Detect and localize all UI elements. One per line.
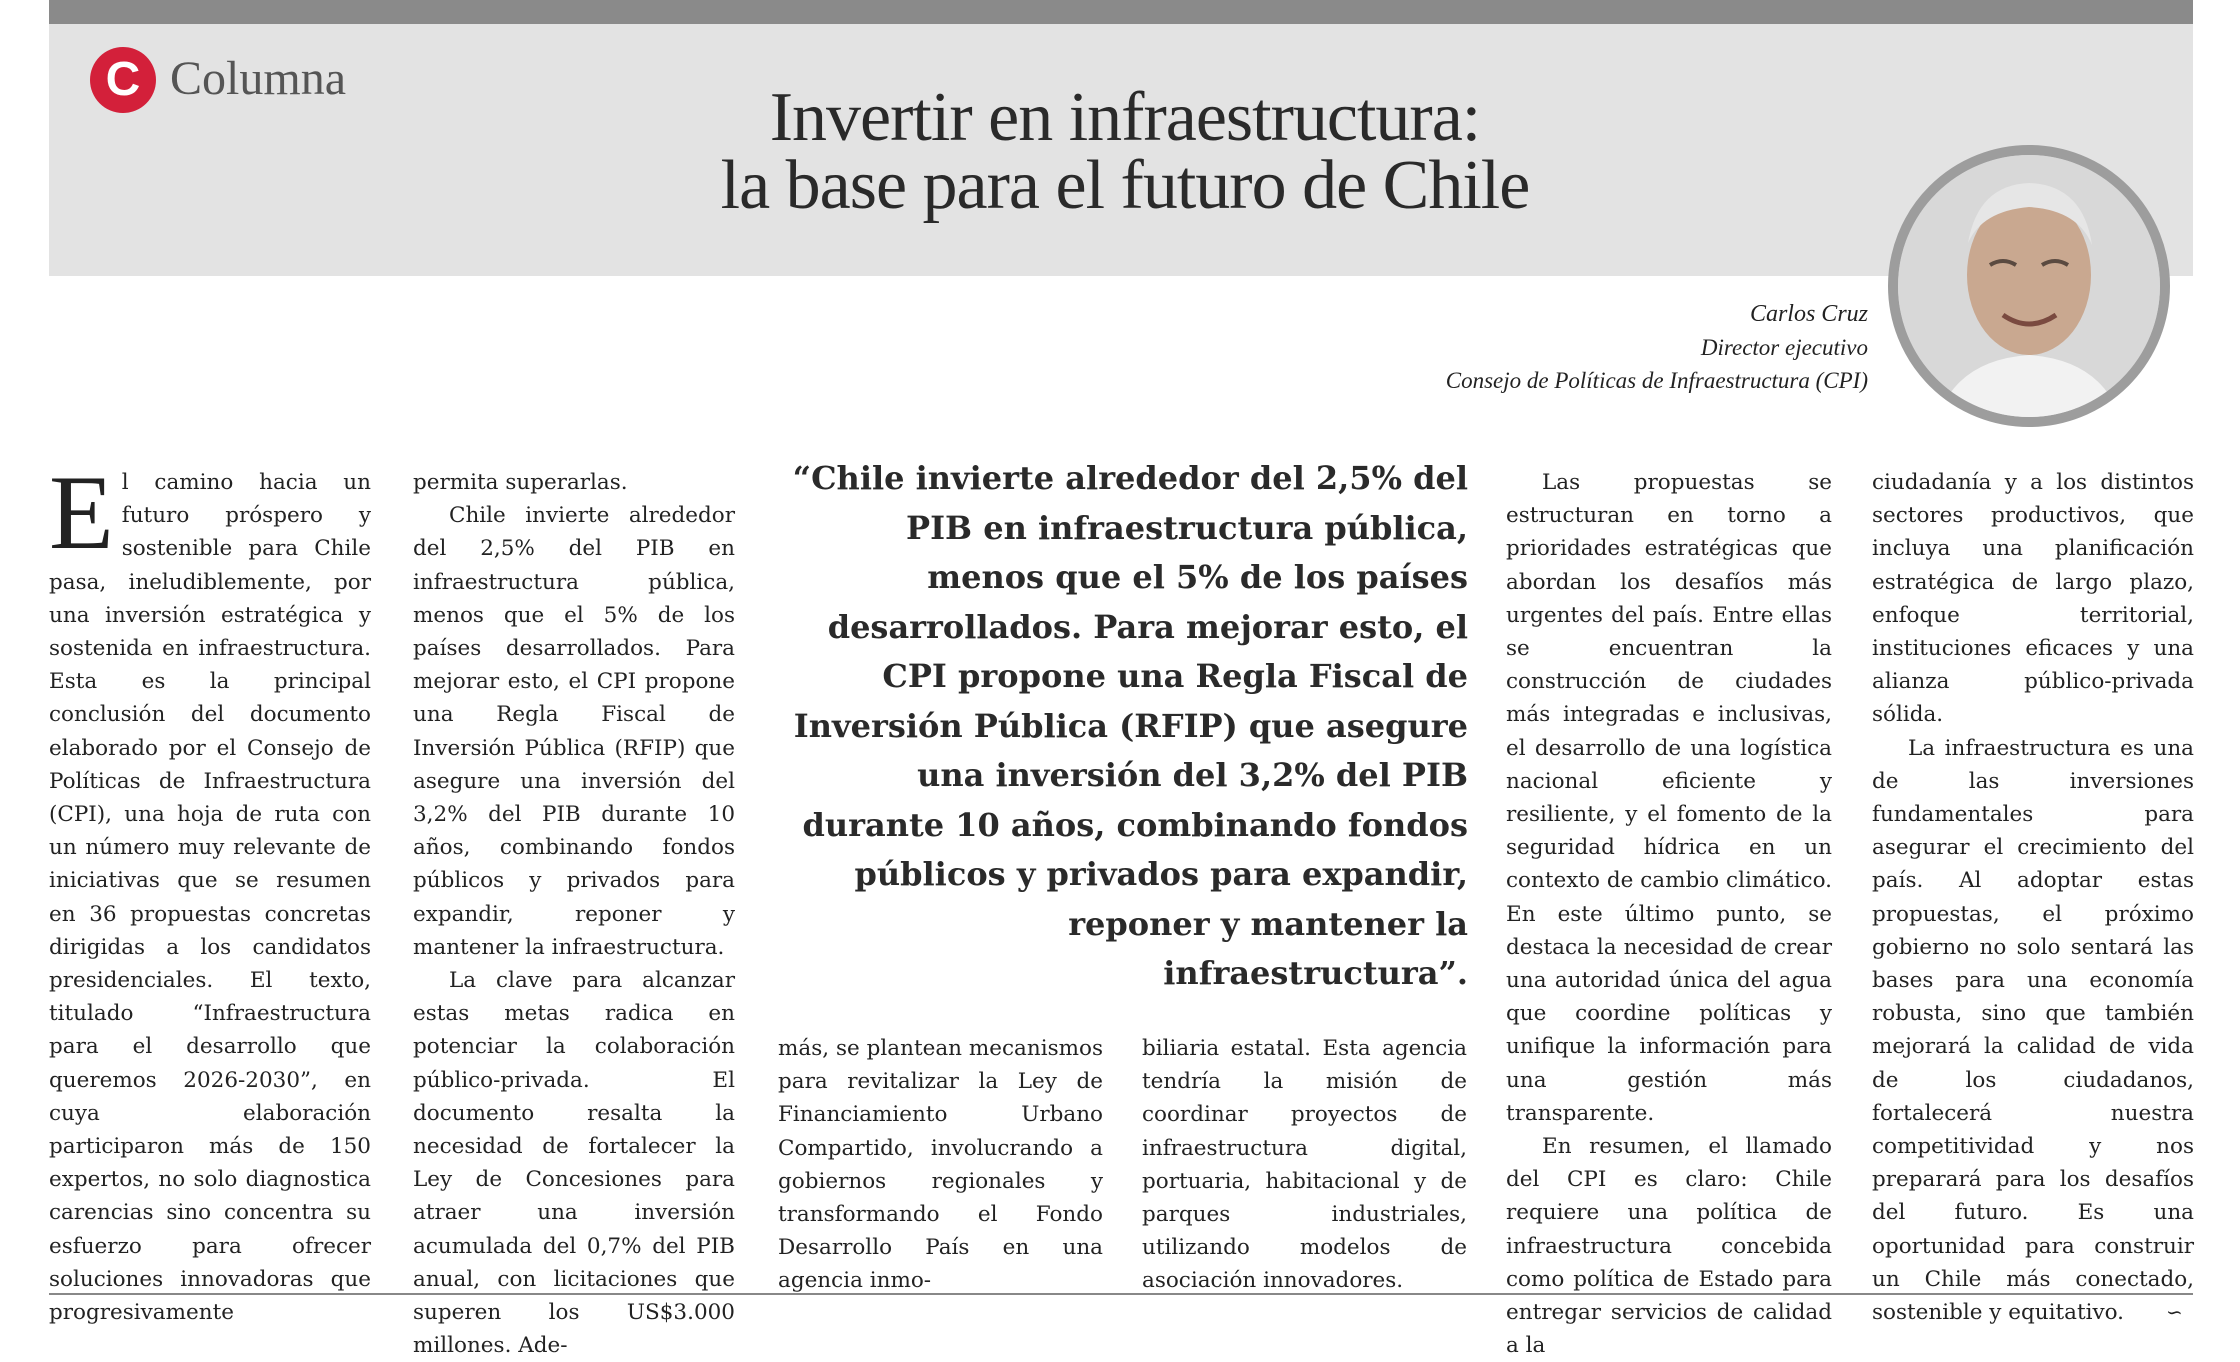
article-paragraph: permita superarlas. bbox=[413, 470, 628, 495]
article-paragraph bbox=[49, 454, 371, 1329]
column-1-text: l camino hacia un futuro próspero y sostenible para Chile pasa, ineludiblemente, por una inversión estratégica y sostenida en infraestructura. Esta es la principal conclusión del documento elaborado por el Consejo de Políticas de Infraestructura (CPI), una hoja de ruta con un número muy relevante de iniciativas que se resumen en 36 propuestas concretas dirigidas a los candidatos presidenciales. El texto, titulado “Infraestructura para el desarrollo que queremos 2026-2030”, en cuya elaboración participaron más de 150 expertos, no solo diagnostica carencias sino concentra su esfuerzo para ofrecer soluciones innovadoras que progresivamente bbox=[49, 470, 371, 1326]
article-paragraph: En resumen, el llamado del CPI es claro: Chile requiere una política de infraestructura concebida como política de Estado para entregar servicios de calidad a la bbox=[1506, 1134, 1832, 1359]
author-photo-icon bbox=[1898, 155, 2160, 417]
article-paragraph: ciudadanía y a los distintos sectores productivos, que incluya una planificación estratégica de largo plazo, enfoque territorial, instituciones eficaces y una alianza público-privada sólida. bbox=[1872, 470, 2194, 728]
article-column-1 bbox=[49, 454, 371, 1329]
article-column-2 bbox=[413, 466, 735, 1362]
author-portrait bbox=[1888, 145, 2170, 427]
headline-line-2: la base para el futuro de Chile bbox=[720, 147, 1530, 224]
author-role: Director ejecutivo bbox=[1700, 335, 1868, 360]
headline bbox=[560, 79, 1690, 224]
end-mark-icon: ∽ bbox=[2166, 1300, 2183, 1325]
article-paragraph: Las propuestas se estructuran en torno a prioridades estratégicas que abordan los desafíos más urgentes del país. Entre ellas se encuentran la construcción de ciudades más integradas e inclusivas, el desarrollo de una logística nacional eficiente y resiliente, y el fomento de la seguridad hídrica en un contexto de cambio climático. En este último punto, se destaca la necesidad de crear una autoridad única del agua que coordine políticas y unifique la información para una gestión más transparente. bbox=[1506, 470, 1832, 1126]
closing-paragraph: La infraestructura es una de las inversiones fundamentales para asegurar el crecimiento del país. Al adoptar estas propuestas, el próximo gobierno no solo sentará las bases para una economía robusta, sino que también mejorará la calidad de vida de los ciudadanos, fortalecerá nuestra competitividad y nos preparará para los desafíos del futuro. Es una oportunidad para construir un Chile más conectado, sostenible y equitativo. bbox=[1872, 735, 2194, 1326]
article-column-3 bbox=[778, 1032, 1103, 1298]
section-badge-icon: C bbox=[90, 47, 156, 113]
section-label: Columna bbox=[170, 52, 346, 105]
bottom-rule bbox=[49, 1293, 2193, 1295]
drop-cap: E bbox=[49, 454, 114, 571]
article-paragraph: biliaria estatal. Esta agencia tendría la misión de coordinar proyectos de infraestructura digital, portuaria, habitacional y de parques industriales, utilizando modelos de asociación innovadores. bbox=[1142, 1036, 1467, 1294]
author-organization: Consejo de Políticas de Infraestructura (CPI) bbox=[1445, 368, 1868, 393]
author-name: Carlos Cruz bbox=[1749, 301, 1868, 327]
byline bbox=[1446, 298, 1868, 397]
article-column-6 bbox=[1872, 466, 2194, 1329]
top-bar bbox=[49, 0, 2193, 24]
article-column-4 bbox=[1142, 1032, 1467, 1298]
article-paragraph: La clave para alcanzar estas metas radica en potenciar la colaboración público-privada. El documento resalta la necesidad de fortalecer la Ley de Concesiones para atraer una inversión acumulada del 0,7% del PIB anual, con licitaciones que superen los US$3.000 millones. Ade- bbox=[413, 968, 735, 1359]
headline-line-1: Invertir en infraestructura: bbox=[769, 79, 1481, 156]
article-paragraph bbox=[1872, 732, 2194, 1330]
article-paragraph: más, se plantean mecanismos para revitalizar la Ley de Financiamiento Urbano Compartido, involucrando a gobiernos regionales y transformando el Fondo Desarrollo País en una agencia inmo- bbox=[778, 1036, 1103, 1294]
article-paragraph: Chile invierte alrededor del 2,5% del PIB en infraestructura pública, menos que el 5% de los países desarrollados. Para mejorar esto, el CPI propone una Regla Fiscal de Inversión Pública (RFIP) que asegure una inversión del 3,2% del PIB durante 10 años, combinando fondos públicos y privados para expandir, reponer y mantener la infraestructura. bbox=[413, 503, 735, 960]
article-column-5 bbox=[1506, 466, 1832, 1362]
pull-quote: “Chile invierte alrededor del 2,5% del PIB en infraestructura pública, menos que el 5% de los países desarrollados. Para mejorar esto, el CPI propone una Regla Fiscal de Inversión Pública (RFIP) que asegure una inversión del 3,2% del PIB durante 10 años, combinando fondos públicos y privados para expandir, reponer y mantener la infraestructura”. bbox=[792, 459, 1468, 992]
